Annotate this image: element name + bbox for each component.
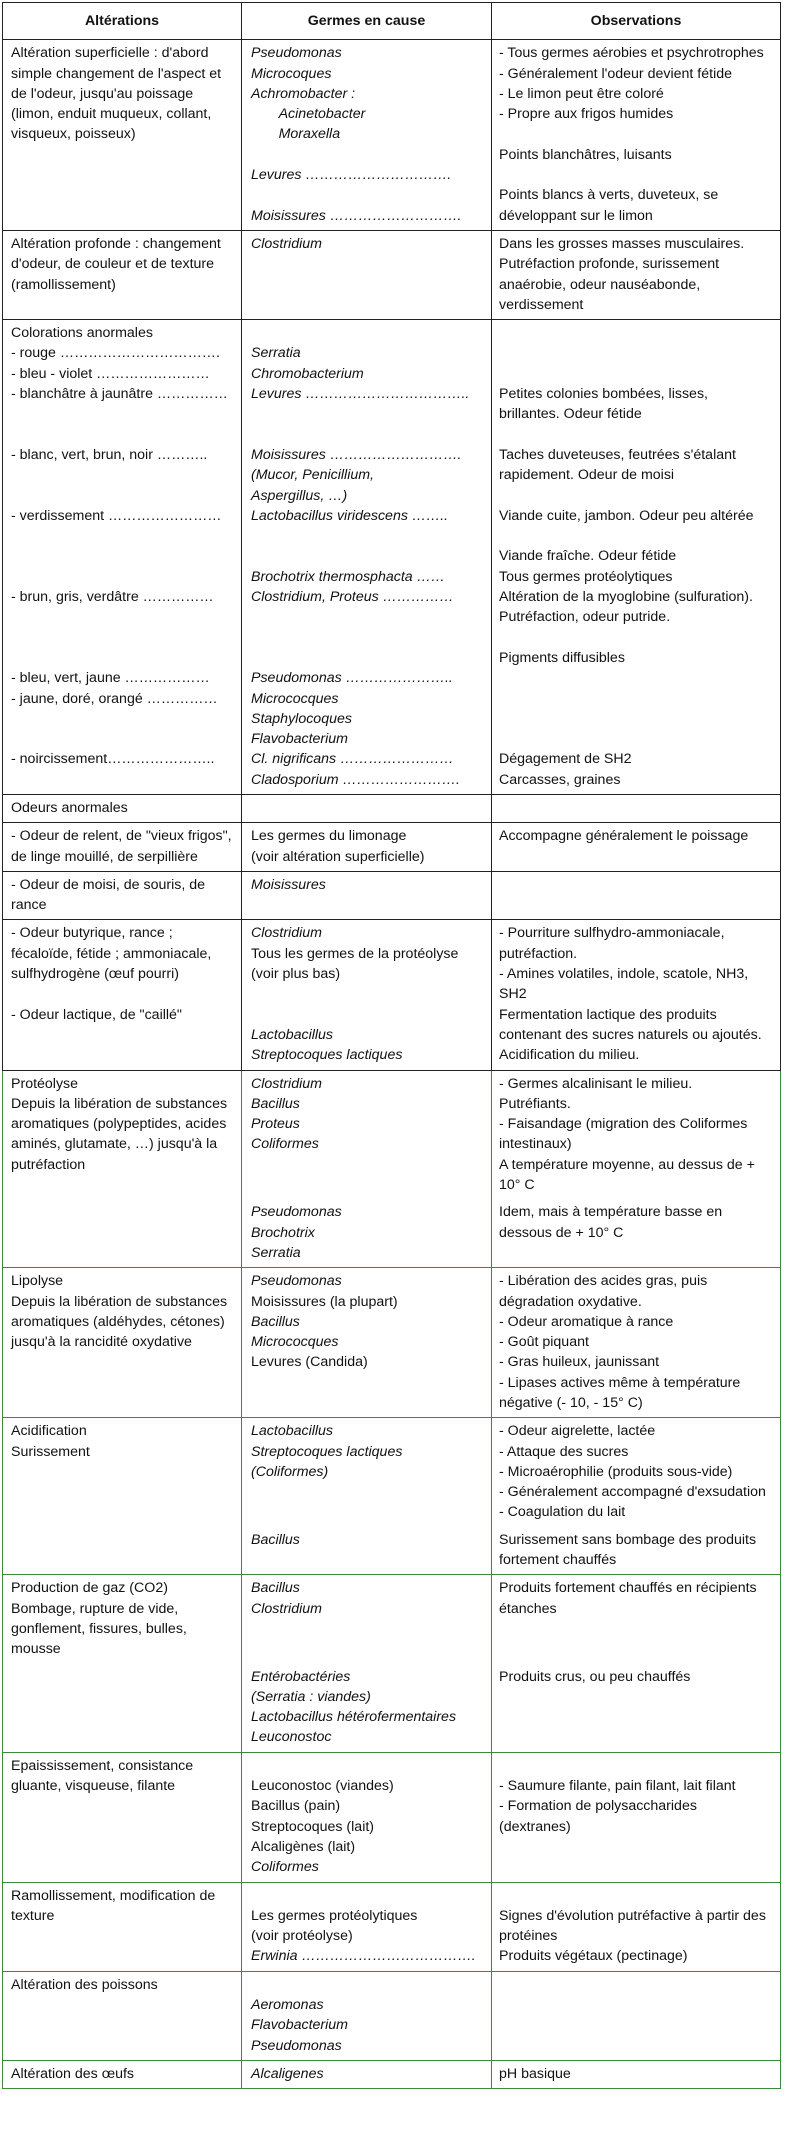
cell-line: Colorations anormales (11, 325, 153, 342)
cell-line (251, 648, 483, 668)
cell-line: - jaune, doré, orangé …………… (11, 690, 218, 707)
cell-line: Cl. nigrificans …………………… (251, 751, 454, 768)
cell-line: Staphylocoques (251, 710, 352, 727)
cell-line: Levures …………………………….. (251, 386, 470, 403)
table-row (3, 1575, 781, 1664)
cell-line (11, 648, 233, 668)
cell-line (499, 689, 772, 709)
cell-line: Clostridium, Proteus …………… (251, 589, 454, 606)
cell-line: - Libération des acides gras, puis dégradation oxydative. (499, 1273, 712, 1310)
cell-line: Aeromonas (251, 1997, 324, 2014)
alteration-cell (3, 1199, 242, 1267)
table-row (3, 1752, 781, 1882)
cell-line (499, 526, 772, 546)
cell-line: Altération des poissons (11, 1976, 158, 1993)
observations-cell (492, 2060, 781, 2088)
cell-line: - Odeur lactique, de "caillé" (11, 1006, 182, 1023)
germes-cell (242, 1971, 492, 2060)
header-row (3, 3, 781, 40)
germes-cell (242, 40, 492, 231)
observations-cell (492, 1752, 781, 1882)
cell-line: - noircissement………………….. (11, 751, 215, 768)
alteration-cell (3, 871, 242, 920)
cell-line: Micrococques (251, 1334, 339, 1351)
alteration-cell (3, 1418, 242, 1527)
cell-line: Altération superficielle : d'abord simple changement de l'aspect et de l'odeur, jusqu'au poissage (limon, enduit muqueux, collant, visqueux, poisseux) (11, 45, 226, 143)
cell-line (11, 1202, 233, 1222)
table-row (3, 1527, 781, 1575)
cell-line (251, 628, 483, 648)
germes-cell (242, 1268, 492, 1418)
cell-line: - Amines volatiles, indole, scatole, NH3, SH2 (499, 966, 753, 1003)
cell-line (499, 486, 772, 506)
table-row (3, 40, 781, 231)
cell-line: Tous les germes de la protéolyse (voir plus bas) (251, 945, 463, 983)
cell-line: Lactobacillus hétérofermentaires (251, 1709, 457, 1726)
alteration-cell (3, 1971, 242, 2060)
cell-line: - Germes alcalinisant le milieu. (499, 1075, 693, 1092)
germes-cell (242, 1418, 492, 1527)
table-row (3, 1199, 781, 1267)
germes-cell (242, 1199, 492, 1267)
cell-line: Odeurs anormales (11, 799, 128, 816)
cell-line: Bacillus (251, 1313, 300, 1330)
cell-line: - Propre aux frigos humides (499, 106, 674, 123)
cell-line (499, 425, 772, 445)
cell-line: Points blanchâtres, luisants (499, 146, 672, 163)
cell-line (11, 526, 233, 546)
alteration-cell (3, 823, 242, 872)
table-row (3, 1971, 781, 2060)
alteration-cell (3, 2060, 242, 2088)
cell-line: Fermentation lactique des produits contenant des sucres naturels ou ajoutés. (499, 1006, 762, 1043)
cell-line (499, 875, 772, 895)
cell-line: - Odeur butyrique, rance ; fécaloïde, fétide ; ammoniacale, sulfhydrogène (œuf pourri) (11, 925, 216, 983)
cell-line (11, 607, 233, 627)
alteration-cell (3, 1575, 242, 1664)
cell-line: Les germes du limonage (251, 828, 407, 845)
cell-line: (voir altération superficielle) (251, 848, 425, 865)
germes-cell (242, 794, 492, 822)
cell-line: Carcasses, graines (499, 771, 621, 788)
cell-line: Micrococques (251, 690, 339, 707)
cell-line (499, 165, 772, 185)
alteration-cell (3, 1268, 242, 1418)
cell-line (499, 343, 772, 363)
cell-line (499, 798, 772, 818)
cell-line: - Odeur de moisi, de souris, de rance (11, 876, 209, 914)
germes-cell (242, 230, 492, 319)
cell-line (251, 145, 483, 165)
table-row (3, 1268, 781, 1418)
cell-line (499, 323, 772, 343)
observations-cell (492, 230, 781, 319)
germes-cell (242, 1070, 492, 1199)
cell-line: Leuconostoc (viandes) (251, 1778, 394, 1795)
cell-line: Streptocoques (lait) (251, 1818, 375, 1835)
cell-line: - rouge ……………………………. (11, 345, 220, 362)
cell-line (11, 1530, 233, 1550)
table-row (3, 1882, 781, 1971)
table-row (3, 871, 781, 920)
cell-line: Produits fortement chauffés en récipients étanches (499, 1580, 761, 1617)
cell-line: Flavobacterium (251, 2017, 348, 2034)
cell-line: Putréfiants. (499, 1095, 571, 1112)
germes-cell (242, 1527, 492, 1575)
alteration-cell (3, 320, 242, 795)
cell-line: Clostridium (251, 235, 322, 252)
cell-line (251, 607, 483, 627)
cell-line: Ramollissement, modification de texture (11, 1887, 220, 1924)
alteration-cell (3, 40, 242, 231)
cell-line: - Coagulation du lait (499, 1504, 626, 1521)
cell-line: - Odeur aigrelette, lactée (499, 1423, 656, 1440)
germes-cell (242, 1752, 492, 1882)
cell-line: - Formation de polysaccharides (dextranes) (499, 1798, 701, 1835)
observations-cell (492, 871, 781, 920)
cell-line (499, 1975, 772, 1995)
table-row (3, 320, 781, 795)
observations-cell (492, 1199, 781, 1267)
cell-line (11, 567, 233, 587)
cell-line: Clostridium (251, 925, 322, 942)
cell-line (11, 984, 233, 1004)
cell-line (251, 984, 483, 1004)
cell-line: pH basique (499, 2065, 571, 2082)
cell-line: - Gras huileux, jaunissant (499, 1354, 660, 1371)
observations-cell (492, 320, 781, 795)
cell-line: Acidification du milieu. (499, 1047, 640, 1064)
cell-line: Viande cuite, jambon. Odeur peu altérée (499, 507, 754, 524)
cell-line: - Odeur aromatique à rance (499, 1313, 674, 1330)
cell-line: Tous germes protéolytiques (499, 568, 673, 585)
cell-line: - Attaque des sucres (499, 1443, 629, 1460)
cell-line: - bleu - violet …………………… (11, 365, 210, 382)
cell-line: Erwinia ………………………………. (251, 1948, 476, 1965)
cell-line: Bacillus (251, 1095, 300, 1112)
cell-line (251, 323, 483, 343)
cell-line: Lactobacillus (251, 1026, 334, 1043)
cell-line (11, 729, 233, 749)
cell-line: - blanchâtre à jaunâtre …………… (11, 386, 228, 403)
cell-line: Protéolyse (11, 1075, 79, 1092)
observations-cell (492, 1664, 781, 1753)
germes-cell (242, 1575, 492, 1664)
cell-line: Acinetobacter (251, 106, 366, 123)
cell-line (251, 1005, 483, 1025)
cell-line (251, 1886, 483, 1906)
cell-line: Achromobacter : (251, 85, 356, 102)
cell-line: Bacillus (251, 1531, 300, 1548)
table-row (3, 1418, 781, 1527)
cell-line: Dans les grosses masses musculaires. Putréfaction profonde, surissement anaérobie, odeur nauséabonde, verdissement (499, 235, 749, 313)
cell-line: Chromobacterium (251, 365, 364, 382)
observations-cell (492, 1418, 781, 1527)
observations-cell (492, 1070, 781, 1199)
cell-line (499, 1886, 772, 1906)
table-row (3, 230, 781, 319)
cell-line: - Lipases actives même à température négative (- 10, - 15° C) (499, 1374, 745, 1411)
cell-line: Surissement (11, 1443, 90, 1460)
cell-line: Aspergillus, …) (251, 487, 348, 504)
cell-line (499, 729, 772, 749)
cell-line: Pseudomonas (251, 1273, 342, 1290)
alteration-cell (3, 1664, 242, 1753)
cell-line: Produits végétaux (pectinage) (499, 1948, 688, 1965)
cell-line: Leuconostoc (251, 1729, 332, 1746)
alteration-cell (3, 1752, 242, 1882)
cell-line: Brochotrix thermosphacta …… (251, 568, 445, 585)
cell-line: Coliformes (251, 1136, 319, 1153)
table-row (3, 1070, 781, 1199)
cell-line (251, 1756, 483, 1776)
cell-line (499, 124, 772, 144)
observations-cell (492, 1575, 781, 1664)
cell-line: Petites colonies bombées, lisses, brillantes. Odeur fétide (499, 386, 712, 423)
cell-line: Moisissures (la plupart) (251, 1293, 398, 1310)
cell-line (251, 404, 483, 424)
cell-line: Lactobacillus viridescens …….. (251, 507, 449, 524)
cell-line (11, 404, 233, 424)
observations-cell (492, 40, 781, 231)
cell-line (11, 1667, 233, 1687)
cell-line: Serratia (251, 345, 301, 362)
cell-line: Points blancs à verts, duveteux, se développant sur le limon (499, 187, 723, 224)
cell-line: - Goût piquant (499, 1334, 589, 1351)
cell-line: Lactobacillus (251, 1423, 334, 1440)
cell-line: Levures …………………………. (251, 167, 452, 184)
cell-line: - Faisandage (migration des Coliformes intestinaux) (499, 1116, 752, 1153)
cell-line (251, 798, 483, 818)
observations-cell (492, 920, 781, 1070)
cell-line: Lipolyse (11, 1273, 64, 1290)
cell-line (499, 668, 772, 688)
cell-line (11, 709, 233, 729)
cell-line: Bacillus (251, 1580, 300, 1597)
cell-line: Streptocoques lactiques (251, 1047, 403, 1064)
cell-line: Clostridium (251, 1075, 322, 1092)
cell-line: Pseudomonas (251, 1204, 342, 1221)
cell-line: Cladosporium ……………………. (251, 771, 460, 788)
cell-line: Streptocoques lactiques (251, 1443, 403, 1460)
cell-line: Produits crus, ou peu chauffés (499, 1668, 691, 1685)
cell-line: Dégagement de SH2 (499, 751, 632, 768)
cell-line: - blanc, vert, brun, noir ……….. (11, 446, 208, 463)
cell-line (499, 1756, 772, 1776)
cell-line: - Microaérophilie (produits sous-vide) (499, 1463, 733, 1480)
observations-cell (492, 823, 781, 872)
cell-line: Levures (Candida) (251, 1354, 368, 1371)
cell-line: - brun, gris, verdâtre …………… (11, 589, 214, 606)
cell-line: Surissement sans bombage des produits fortement chauffés (499, 1531, 761, 1569)
cell-line: (Serratia : viandes) (251, 1688, 371, 1705)
cell-line: Bombage, rupture de vide, gonflement, fissures, bulles, mousse (11, 1600, 191, 1658)
cell-line: Flavobacterium (251, 731, 348, 748)
cell-line: Pigments diffusibles (499, 649, 625, 666)
cell-line: Epaississement, consistance gluante, visqueuse, filante (11, 1757, 198, 1795)
cell-line (11, 546, 233, 566)
cell-line: - Saumure filante, pain filant, lait filant (499, 1778, 736, 1795)
cell-line: - Le limon peut être coloré (499, 85, 664, 102)
cell-line: Microcoques (251, 65, 332, 82)
cell-line: Alcaligenes (251, 2065, 324, 2082)
cell-line: Clostridium (251, 1600, 322, 1617)
table-row (3, 2060, 781, 2088)
alterations-table (2, 2, 781, 2089)
cell-line: Production de gaz (CO2) (11, 1580, 168, 1597)
cell-line: Moraxella (251, 126, 341, 143)
cell-line: Acidification (11, 1423, 87, 1440)
cell-line (11, 628, 233, 648)
alteration-cell (3, 920, 242, 1070)
cell-line (11, 425, 233, 445)
cell-line (251, 526, 483, 546)
cell-line (499, 709, 772, 729)
cell-line: Pseudomonas (251, 45, 342, 62)
germes-cell (242, 1882, 492, 1971)
header-alterations: Altérations (3, 3, 242, 40)
cell-line (251, 425, 483, 445)
cell-line: Entérobactéries (251, 1668, 351, 1685)
cell-line: Signes d'évolution putréfactive à partir des protéines (499, 1907, 770, 1945)
table-row (3, 823, 781, 872)
cell-line: Proteus (251, 1116, 300, 1133)
cell-line: Taches duveteuses, feutrées s'étalant rapidement. Odeur de moisi (499, 446, 740, 484)
germes-cell (242, 320, 492, 795)
cell-line: Depuis la libération de substances aromatiques (aldéhydes, cétones) jusqu'à la rancidité oxydative (11, 1293, 232, 1351)
cell-line: Moisissures ………………………. (251, 446, 462, 463)
cell-line: - verdissement …………………… (11, 507, 222, 524)
alteration-cell (3, 230, 242, 319)
cell-line: Viande fraîche. Odeur fétide (499, 548, 677, 565)
cell-line: - Pourriture sulfhydro-ammoniacale, putréfaction. (499, 925, 729, 962)
header-germes: Germes en cause (242, 3, 492, 40)
cell-line: (Coliformes) (251, 1463, 329, 1480)
cell-line: Bacillus (pain) (251, 1798, 341, 1815)
cell-line: - bleu, vert, jaune ……………… (11, 670, 210, 687)
cell-line: A température moyenne, au dessus de + 10° C (499, 1156, 759, 1194)
germes-cell (242, 1664, 492, 1753)
cell-line: Brochotrix (251, 1224, 315, 1241)
germes-cell (242, 823, 492, 872)
cell-line: Pseudomonas ………………….. (251, 670, 453, 687)
cell-line: - Généralement l'odeur devient fétide (499, 65, 732, 82)
observations-cell (492, 794, 781, 822)
cell-line: Moisissures (251, 876, 326, 893)
alteration-cell (3, 1527, 242, 1575)
cell-line (251, 185, 483, 205)
cell-line: - Tous germes aérobies et psychrotrophes (499, 45, 764, 62)
cell-line (251, 546, 483, 566)
cell-line: - Odeur de relent, de "vieux frigos", de linge mouillé, de serpillière (11, 828, 236, 865)
cell-line (251, 1975, 483, 1995)
table-row (3, 1664, 781, 1753)
cell-line: Alcaligènes (lait) (251, 1838, 356, 1855)
cell-line: Depuis la libération de substances aromatiques (polypeptides, acides aminés, glutamate, …) jusqu'à la putréfaction (11, 1095, 232, 1173)
table-row (3, 794, 781, 822)
cell-line: Altération profonde : changement d'odeur, de couleur et de texture (ramollissement) (11, 235, 225, 293)
cell-line: (Mucor, Penicillium, (251, 467, 374, 484)
cell-line: Moisissures ………………………. (251, 207, 462, 224)
cell-line (499, 628, 772, 648)
cell-line (11, 465, 233, 485)
cell-line: - Généralement accompagné d'exsudation (499, 1484, 766, 1501)
germes-cell (242, 871, 492, 920)
cell-line (499, 364, 772, 384)
header-observations: Observations (492, 3, 781, 40)
germes-cell (242, 2060, 492, 2088)
cell-line (11, 486, 233, 506)
alteration-cell (3, 794, 242, 822)
alteration-cell (3, 1070, 242, 1199)
cell-line: Serratia (251, 1244, 301, 1261)
table-row (3, 920, 781, 1070)
observations-cell (492, 1527, 781, 1575)
germes-cell (242, 920, 492, 1070)
table-body (3, 40, 781, 2089)
observations-cell (492, 1268, 781, 1418)
observations-cell (492, 1882, 781, 1971)
observations-cell (492, 1971, 781, 2060)
cell-line: (voir protéolyse) (251, 1928, 353, 1945)
alteration-cell (3, 1882, 242, 1971)
cell-line: Altération des œufs (11, 2065, 135, 2082)
cell-line: Les germes protéolytiques (251, 1907, 418, 1924)
cell-line: Accompagne généralement le poissage (499, 828, 749, 845)
cell-line: Idem, mais à température basse en dessous de + 10° C (499, 1204, 727, 1241)
cell-line: Altération de la myoglobine (sulfuration). Putréfaction, odeur putride. (499, 589, 757, 626)
cell-line: Coliformes (251, 1859, 319, 1876)
cell-line: Pseudomonas (251, 2037, 342, 2054)
